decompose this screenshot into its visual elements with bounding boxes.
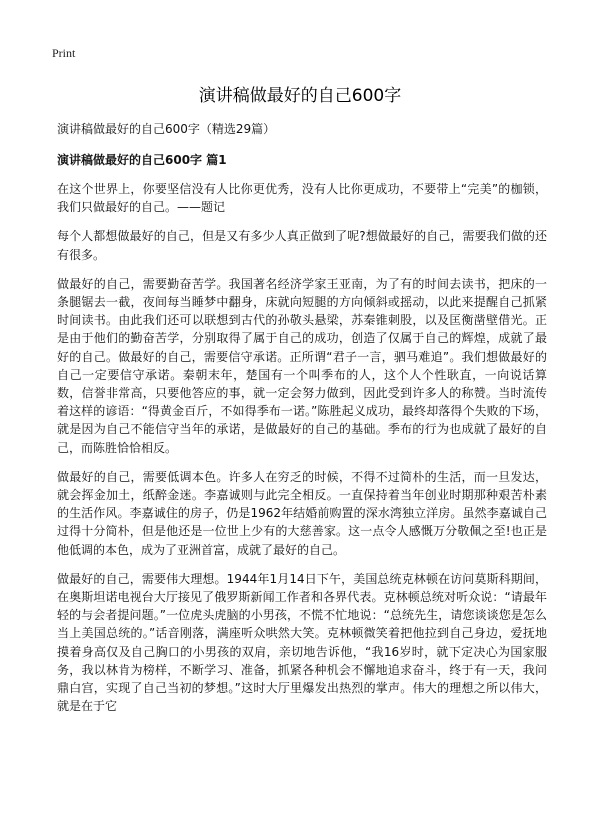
section-heading: 演讲稿做最好的自己600字 篇1 — [57, 153, 227, 167]
print-link[interactable]: Print — [52, 46, 76, 60]
page-title: 演讲稿做最好的自己600字 — [198, 86, 402, 106]
paragraph-diligence: 做最好的自己，需要勤奋苦学。我国著名经济学家王亚南，为了有的时间去读书，把床的一条腿锯去一截，夜间每当睡梦中翻身，床就向短腿的方向倾斜或摇动，以此来提醒自己抓紧时间读书。由此我们还可以联想到古代的孙敬头悬梁，苏秦锥刺股，以及匡衡凿壁借光。正是由于他们的勤奋苦学，分别取得了属于自己的成功，创造了仅属于自己的辉煌，成就了最好的自己。做最好的自己，需要信守承诺。正所谓“君子一言，驷马难追”。我们想做最好的自己一定要信守承诺。秦朝末年，楚国有一个叫季布的人，这个人个性耿直，一向说话算数，信誉非常高，只要他答应的事，就一定会努力做到，因此受到许多人的称赞。当时流传着这样的谚语：“得黄金百斤，不如得季布一诺。”陈胜起义成功，最终却落得个失败的下场，就是因为自己不能信守当年的承诺，是做最好的自己的基础。季布的行为也成就了最好的自己，而陈胜恰恰相反。 — [57, 276, 547, 455]
paragraph-ideals: 做最好的自己，需要伟大理想。1944年1月14日下午，美国总统克林顿在访问莫斯科期间，在奥斯坦诺电视台大厅接见了俄罗斯新闻工作者和各界代表。克林顿总统对听众说：“请最年轻的与会者提问题。”一位虎头虎脑的小男孩，不慌不忙地说：“总统先生，请您谈谈您是怎么当上美国总统的。”话音刚落，满座听众哄然大笑。克林顿微笑着把他拉到自己身边，爱抚地摸着身高仅及自己胸口的小男孩的双肩，亲切地告诉他，“我16岁时，就下定决心为国家服务，我以林肯为榜样，不断学习、准备，抓紧各种机会不懈地追求奋斗，终于有一天，我问鼎白宫，实现了自己当初的梦想。”这时大厅里爆发出热烈的掌声。伟大的理想之所以伟大，就是在于它 — [57, 571, 547, 714]
paragraph-humility: 做最好的自己，需要低调本色。许多人在穷乏的时候，不得不过简朴的生活，而一旦发达，就会挥金加土，纸醉金迷。李嘉诚则与此完全相反。一直保持着当年创业时期那种艰苦朴素的生活作风。李嘉诚住的房子，仍是1962年结婚前购置的深水湾独立洋房。虽然李嘉诚自己过得十分简朴，但是他还是一位世上少有的大慈善家。这一点令人感慨万分敬佩之至!也正是他低调的本色，成为了亚洲首富，成就了最好的自己。 — [57, 469, 547, 557]
paragraph-intro: 每个人都想做最好的自己，但是又有多少人真正做到了呢?想做最好的自己，需要我们做的还有很多。 — [57, 229, 547, 262]
paragraph-epigraph: 在这个世界上，你要坚信没有人比你更优秀，没有人比你更成功，不要带上“完美”的枷锁，我们只做最好的自己。——题记 — [57, 182, 547, 215]
document-subtitle: 演讲稿做最好的自己600字（精选29篇） — [57, 122, 276, 136]
article-body — [57, 180, 547, 726]
